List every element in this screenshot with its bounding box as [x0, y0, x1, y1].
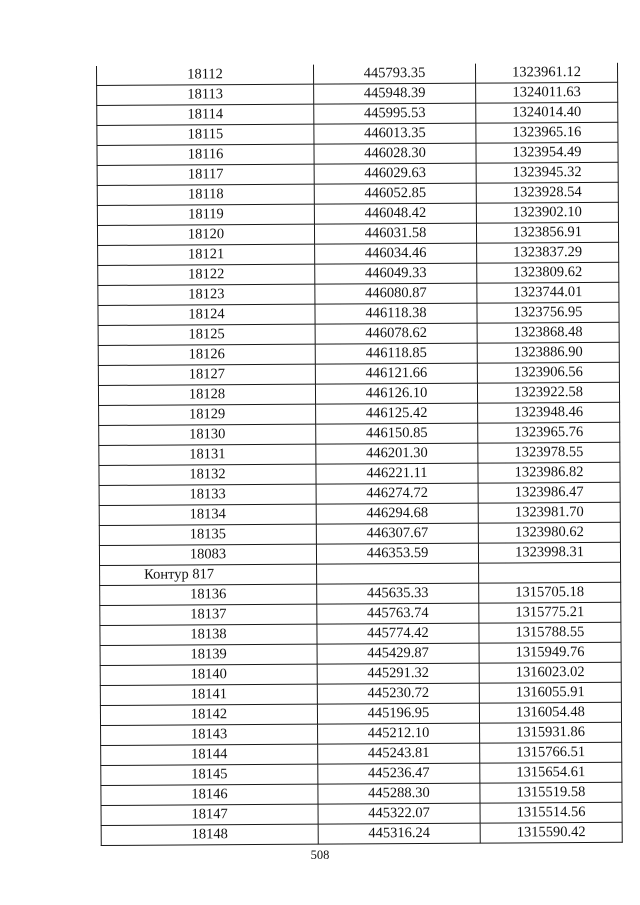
- y-coordinate-cell: 1323756.95: [477, 302, 619, 323]
- x-coordinate-cell: 446294.68: [316, 503, 478, 524]
- y-coordinate-cell: 1323809.62: [477, 262, 619, 283]
- x-coordinate-cell: 446078.62: [315, 323, 477, 344]
- table-row: [101, 722, 622, 745]
- y-coordinate-cell: 1315654.61: [480, 762, 622, 783]
- y-coordinate-cell: 1323986.82: [478, 462, 620, 483]
- y-coordinate-cell: 1323744.01: [477, 282, 619, 303]
- x-coordinate-cell: 445793.35: [313, 64, 475, 84]
- point-number-cell: 18131: [99, 444, 316, 465]
- y-coordinate-cell: 1323945.32: [476, 162, 618, 183]
- point-number-cell: 18125: [98, 324, 315, 345]
- empty-cell: [479, 562, 621, 583]
- point-number-cell: 18147: [101, 804, 318, 825]
- table-row: [99, 522, 620, 545]
- point-number-cell: 18137: [100, 604, 317, 625]
- table-row: [100, 622, 621, 645]
- x-coordinate-cell: 446013.35: [314, 123, 476, 144]
- y-coordinate-cell: 1323902.10: [476, 202, 618, 223]
- point-number-cell: 18116: [97, 144, 314, 165]
- x-coordinate-cell: 446121.66: [315, 363, 477, 384]
- y-coordinate-cell: 1323998.31: [478, 542, 620, 563]
- y-coordinate-cell: 1323965.16: [476, 122, 618, 143]
- table-row: [101, 802, 622, 825]
- point-number-cell: 18145: [101, 764, 318, 785]
- point-number-cell: 18140: [100, 664, 317, 685]
- table-row: [100, 582, 621, 605]
- x-coordinate-cell: 445291.32: [317, 663, 479, 684]
- y-coordinate-cell: 1315590.42: [480, 822, 622, 843]
- x-coordinate-cell: 446126.10: [315, 383, 477, 404]
- x-coordinate-cell: 446034.46: [315, 243, 477, 264]
- table-row: [100, 602, 621, 625]
- table-row: [97, 142, 618, 165]
- y-coordinate-cell: 1324011.63: [476, 82, 618, 103]
- table-row: [98, 362, 619, 385]
- x-coordinate-cell: 445774.42: [317, 623, 479, 644]
- table-row: [101, 762, 622, 785]
- x-coordinate-cell: 445763.74: [317, 603, 479, 624]
- y-coordinate-cell: 1315931.86: [480, 722, 622, 743]
- x-coordinate-cell: 445288.30: [318, 783, 480, 804]
- point-number-cell: 18124: [98, 304, 315, 325]
- y-coordinate-cell: 1323948.46: [478, 402, 620, 423]
- x-coordinate-cell: 446049.33: [315, 263, 477, 284]
- y-coordinate-cell: 1316054.48: [479, 702, 621, 723]
- x-coordinate-cell: 445230.72: [317, 683, 479, 704]
- y-coordinate-cell: 1323928.54: [476, 182, 618, 203]
- y-coordinate-cell: 1315705.18: [479, 582, 621, 603]
- x-coordinate-cell: 446150.85: [316, 423, 478, 444]
- y-coordinate-cell: 1315775.21: [479, 602, 621, 623]
- y-coordinate-cell: 1324014.40: [476, 102, 618, 123]
- point-number-cell: 18129: [99, 404, 316, 425]
- table-row: [97, 82, 618, 105]
- table-row: [96, 63, 617, 86]
- point-number-cell: 18143: [101, 724, 318, 745]
- y-coordinate-cell: 1323922.58: [477, 382, 619, 403]
- y-coordinate-cell: 1323868.48: [477, 322, 619, 343]
- y-coordinate-cell: 1316055.91: [479, 682, 621, 703]
- x-coordinate-cell: 446118.85: [315, 343, 477, 364]
- table-row: [100, 642, 621, 665]
- point-number-cell: 18118: [97, 184, 314, 205]
- table-row: [99, 462, 620, 485]
- point-number-cell: 18115: [97, 124, 314, 145]
- x-coordinate-cell: 445635.33: [317, 583, 479, 604]
- table-row: [100, 662, 621, 685]
- x-coordinate-cell: 446274.72: [316, 483, 478, 504]
- table-row: [100, 682, 621, 705]
- table-row: [99, 422, 620, 445]
- point-number-cell: 18117: [97, 164, 314, 185]
- point-number-cell: 18114: [97, 104, 314, 125]
- table-body: [96, 63, 622, 846]
- y-coordinate-cell: 1323961.12: [475, 63, 617, 83]
- y-coordinate-cell: 1323954.49: [476, 142, 618, 163]
- y-coordinate-cell: 1323856.91: [476, 222, 618, 243]
- table-row: [99, 402, 620, 425]
- point-number-cell: 18113: [97, 84, 314, 105]
- y-coordinate-cell: 1315514.56: [480, 802, 622, 823]
- x-coordinate-cell: 445429.87: [317, 643, 479, 664]
- x-coordinate-cell: 446028.30: [314, 143, 476, 164]
- x-coordinate-cell: 446048.42: [314, 203, 476, 224]
- empty-cell: [317, 563, 479, 584]
- x-coordinate-cell: 446125.42: [316, 403, 478, 424]
- y-coordinate-cell: 1323986.47: [478, 482, 620, 503]
- x-coordinate-cell: 446221.11: [316, 463, 478, 484]
- x-coordinate-cell: 445212.10: [318, 723, 480, 744]
- x-coordinate-cell: 445316.24: [318, 823, 480, 844]
- y-coordinate-cell: 1316023.02: [479, 662, 621, 683]
- table-row: [97, 182, 618, 205]
- point-number-cell: 18138: [100, 624, 317, 645]
- x-coordinate-cell: 446080.87: [315, 283, 477, 304]
- point-number-cell: 18135: [99, 524, 316, 545]
- point-number-cell: 18126: [98, 344, 315, 365]
- y-coordinate-cell: 1323965.76: [478, 422, 620, 443]
- point-number-cell: 18130: [99, 424, 316, 445]
- point-number-cell: 18146: [101, 784, 318, 805]
- point-number-cell: 18128: [98, 384, 315, 405]
- table-row: [97, 162, 618, 185]
- point-number-cell: 18123: [98, 284, 315, 305]
- table-row: [101, 822, 622, 845]
- table-row: [98, 302, 619, 325]
- point-number-cell: 18148: [101, 824, 318, 845]
- y-coordinate-cell: 1315788.55: [479, 622, 621, 643]
- section-title: Контур 817: [100, 564, 317, 585]
- point-number-cell: 18121: [98, 244, 315, 265]
- point-number-cell: 18144: [101, 744, 318, 765]
- x-coordinate-cell: 445322.07: [318, 803, 480, 824]
- y-coordinate-cell: 1323978.55: [478, 442, 620, 463]
- point-number-cell: 18122: [98, 264, 315, 285]
- y-coordinate-cell: 1323980.62: [478, 522, 620, 543]
- point-number-cell: 18132: [99, 464, 316, 485]
- table-row: [97, 122, 618, 145]
- point-number-cell: 18134: [99, 504, 316, 525]
- y-coordinate-cell: 1323837.29: [477, 242, 619, 263]
- page-number: 508: [310, 848, 330, 862]
- x-coordinate-cell: 445995.53: [314, 103, 476, 124]
- table-row: [99, 442, 620, 465]
- y-coordinate-cell: 1315519.58: [480, 782, 622, 803]
- point-number-cell: 18120: [97, 224, 314, 245]
- y-coordinate-cell: 1315766.51: [480, 742, 622, 763]
- x-coordinate-cell: 446307.67: [316, 523, 478, 544]
- table-row: [99, 542, 620, 565]
- point-number-cell: 18119: [97, 204, 314, 225]
- table-row: [99, 482, 620, 505]
- table-row: [98, 322, 619, 345]
- x-coordinate-cell: 446052.85: [314, 183, 476, 204]
- x-coordinate-cell: 446029.63: [314, 163, 476, 184]
- point-number-cell: 18133: [99, 484, 316, 505]
- y-coordinate-cell: 1315949.76: [479, 642, 621, 663]
- x-coordinate-cell: 445243.81: [318, 743, 480, 764]
- y-coordinate-cell: 1323906.56: [477, 362, 619, 383]
- x-coordinate-cell: 446201.30: [316, 443, 478, 464]
- y-coordinate-cell: 1323886.90: [477, 342, 619, 363]
- table-row: [100, 702, 621, 725]
- table-row: [98, 342, 619, 365]
- table-row: [98, 382, 619, 405]
- table-row: [101, 782, 622, 805]
- point-number-cell: 18139: [100, 644, 317, 665]
- table-row: [98, 242, 619, 265]
- point-number-cell: 18142: [100, 704, 317, 725]
- point-number-cell: 18112: [96, 65, 313, 86]
- point-number-cell: 18141: [100, 684, 317, 705]
- x-coordinate-cell: 445948.39: [314, 83, 476, 104]
- x-coordinate-cell: 446353.59: [316, 543, 478, 564]
- point-number-cell: 18136: [100, 584, 317, 605]
- point-number-cell: 18127: [98, 364, 315, 385]
- table-row: [97, 222, 618, 245]
- x-coordinate-cell: 446031.58: [314, 223, 476, 244]
- table-row: [98, 262, 619, 285]
- x-coordinate-cell: 445196.95: [317, 703, 479, 724]
- point-number-cell: 18083: [99, 544, 316, 565]
- table-row: [101, 742, 622, 765]
- table-row: [99, 502, 620, 525]
- table-row: [98, 282, 619, 305]
- y-coordinate-cell: 1323981.70: [478, 502, 620, 523]
- table-row: [97, 102, 618, 125]
- coordinates-table: [96, 63, 623, 846]
- x-coordinate-cell: 446118.38: [315, 303, 477, 324]
- x-coordinate-cell: 445236.47: [318, 763, 480, 784]
- table-row: [97, 202, 618, 225]
